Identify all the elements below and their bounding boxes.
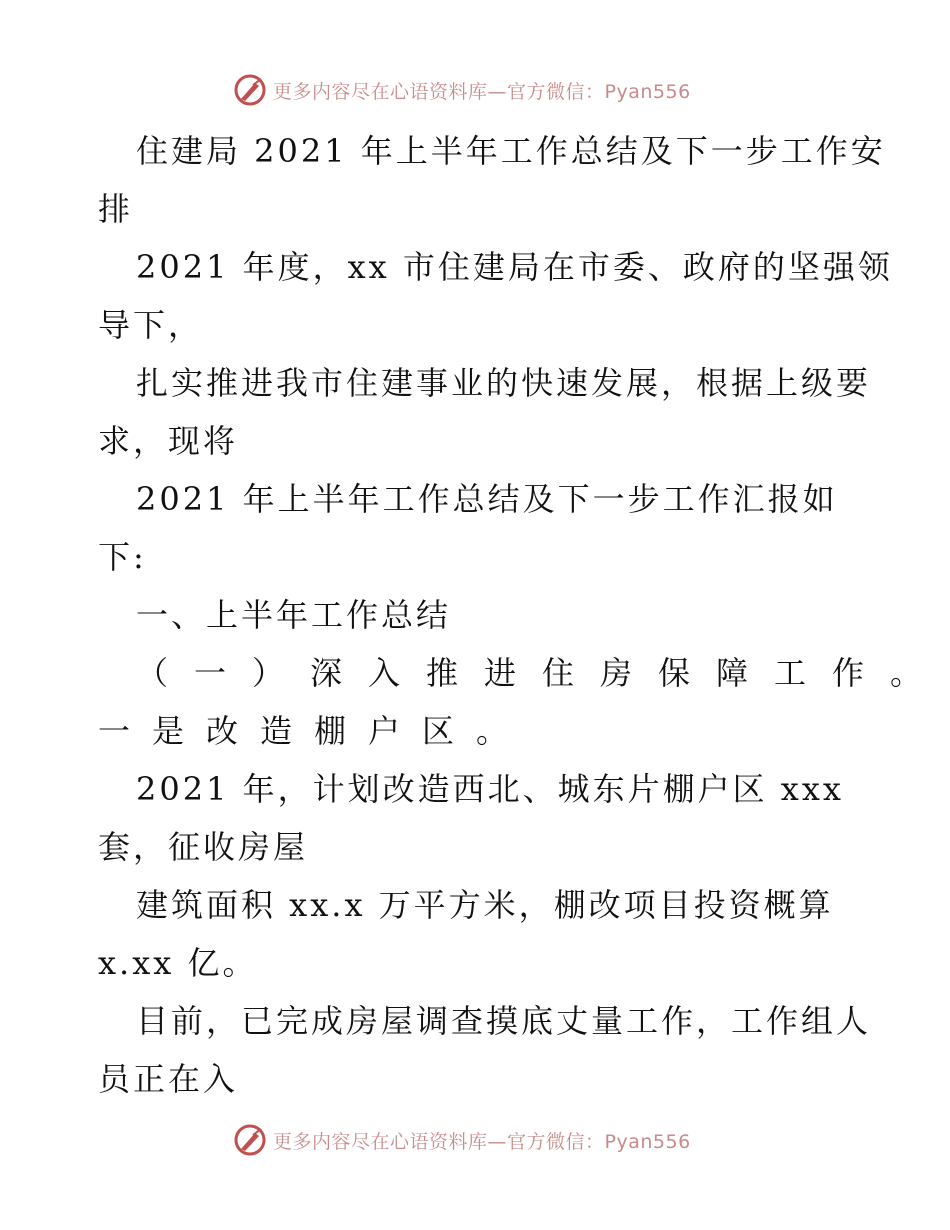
watermark-header xyxy=(233,72,691,108)
paragraph-line: 员正在入 xyxy=(98,1060,239,1098)
title-line-2: 排 xyxy=(98,190,134,228)
paragraph-line: 2021 年度，xx 市住建局在市委、政府的坚强领 xyxy=(136,248,893,286)
title-line-1: 住建局 2021 年上半年工作总结及下一步工作安 xyxy=(136,132,886,170)
paragraph-line: 导下， xyxy=(98,306,204,344)
pen-logo-icon xyxy=(233,1123,267,1157)
document-body xyxy=(98,122,949,1108)
paragraph-line: 套，征收房屋 xyxy=(98,828,309,866)
watermark-text: 更多内容尽在心语资料库—官方微信：Pyan556 xyxy=(273,1130,691,1153)
paragraph-line: 下: xyxy=(98,538,147,576)
paragraph-line: 目前，已完成房屋调查摸底丈量工作，工作组人 xyxy=(136,1002,872,1040)
paragraph-line: 扎实推进我市住建事业的快速发展，根据上级要 xyxy=(136,364,872,402)
watermark-footer xyxy=(233,1122,691,1158)
section-heading: 一、上半年工作总结 xyxy=(136,596,452,634)
paragraph-line: 求，现将 xyxy=(98,422,239,460)
paragraph-line: 2021 年，计划改造西北、城东片棚户区 xxx xyxy=(136,770,844,808)
subsection-heading: （一）深入推进住房保障工作。 xyxy=(136,654,949,692)
paragraph-line: x.xx 亿。 xyxy=(98,944,258,982)
item-heading: 一是改造棚户区。 xyxy=(98,712,531,750)
paragraph-line: 2021 年上半年工作总结及下一步工作汇报如 xyxy=(136,480,838,518)
watermark-text: 更多内容尽在心语资料库—官方微信：Pyan556 xyxy=(273,80,691,103)
pen-logo-icon xyxy=(233,73,267,107)
paragraph-line: 建筑面积 xx.x 万平方米，棚改项目投资概算 xyxy=(136,886,834,924)
